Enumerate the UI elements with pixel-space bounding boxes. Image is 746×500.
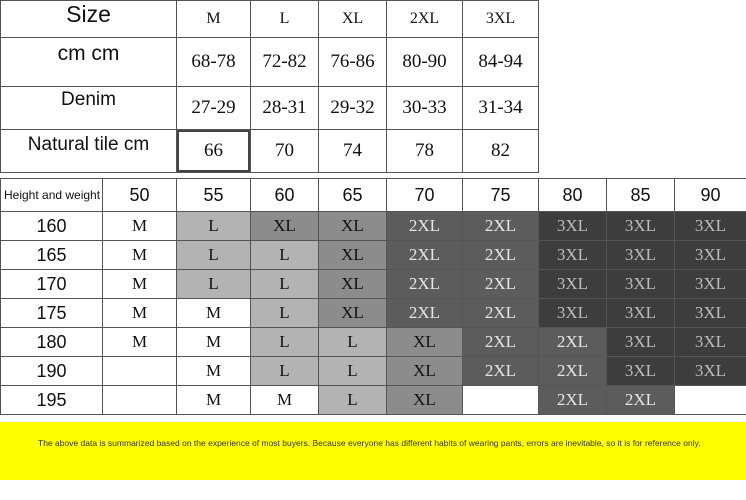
weight-header-cell: 75 [463, 179, 539, 212]
size-cell: 31-34 [463, 87, 539, 130]
size-recommendation-cell: 3XL [539, 270, 607, 299]
size-recommendation-cell: XL [319, 270, 387, 299]
size-recommendation-cell: XL [319, 299, 387, 328]
size-recommendation-cell: M [103, 241, 177, 270]
size-cell: 27-29 [177, 87, 251, 130]
size-header-cell: 3XL [463, 1, 539, 38]
size-recommendation-cell: 3XL [607, 212, 675, 241]
corner-label: Height and weight [1, 179, 103, 212]
weight-header-cell: 90 [675, 179, 746, 212]
size-cell: 78 [387, 130, 463, 173]
weight-header-row [1, 179, 746, 212]
size-recommendation-cell: L [251, 357, 319, 386]
size-recommendation-cell: 2XL [387, 212, 463, 241]
size-recommendation-cell: M [103, 270, 177, 299]
size-recommendation-cell: 2XL [539, 328, 607, 357]
size-recommendation-cell: 2XL [463, 328, 539, 357]
size-recommendation-cell [103, 357, 177, 386]
size-recommendation-cell: L [177, 270, 251, 299]
size-cell: 82 [463, 130, 539, 173]
size-recommendation-cell: 2XL [387, 299, 463, 328]
size-recommendation-cell: XL [387, 328, 463, 357]
size-recommendation-cell: L [319, 357, 387, 386]
size-recommendation-cell: 3XL [607, 299, 675, 328]
grid-row [1, 212, 746, 241]
size-cell: 74 [319, 130, 387, 173]
size-row-denim [1, 87, 539, 130]
size-recommendation-cell: M [177, 299, 251, 328]
size-cell: 84-94 [463, 38, 539, 87]
size-recommendation-cell: XL [387, 386, 463, 415]
weight-header-cell: 80 [539, 179, 607, 212]
weight-header-cell: 50 [103, 179, 177, 212]
size-cell: 30-33 [387, 87, 463, 130]
size-row-natural-tile [1, 130, 539, 173]
size-recommendation-cell: 2XL [463, 299, 539, 328]
size-recommendation-cell: XL [319, 212, 387, 241]
grid-row [1, 270, 746, 299]
size-cell: 72-82 [251, 38, 319, 87]
size-recommendation-cell: 2XL [387, 241, 463, 270]
size-row-label: Denim [1, 87, 177, 130]
height-cell: 165 [1, 241, 103, 270]
size-recommendation-cell [463, 386, 539, 415]
size-recommendation-cell: XL [387, 357, 463, 386]
grid-row [1, 328, 746, 357]
size-recommendation-cell: L [319, 328, 387, 357]
size-recommendation-cell: 3XL [675, 270, 746, 299]
size-recommendation-cell: 3XL [675, 299, 746, 328]
size-recommendation-cell: XL [319, 241, 387, 270]
size-header-cell: XL [319, 1, 387, 38]
size-recommendation-cell: 3XL [539, 241, 607, 270]
weight-header-cell: 60 [251, 179, 319, 212]
size-recommendation-cell: L [177, 241, 251, 270]
size-recommendation-cell: M [103, 328, 177, 357]
size-header-label: Size [1, 1, 177, 38]
size-header-cell: L [251, 1, 319, 38]
disclaimer-banner [0, 422, 746, 480]
size-header-row [1, 1, 539, 38]
height-weight-grid [0, 178, 746, 415]
weight-header-cell: 70 [387, 179, 463, 212]
size-header-cell: 2XL [387, 1, 463, 38]
size-cell: 68-78 [177, 38, 251, 87]
size-row-cm [1, 38, 539, 87]
size-recommendation-cell: 2XL [463, 357, 539, 386]
size-recommendation-cell: 2XL [539, 386, 607, 415]
height-cell: 195 [1, 386, 103, 415]
size-recommendation-cell: M [103, 299, 177, 328]
weight-header-cell: 55 [177, 179, 251, 212]
size-recommendation-cell: M [177, 328, 251, 357]
size-recommendation-cell: 2XL [387, 270, 463, 299]
disclaimer-text: The above data is summarized based on the experience of most buyers. Because everyone has different habits of wearing pants, errors are inevitable, so it is for reference only. [38, 438, 701, 448]
size-recommendation-cell: M [177, 357, 251, 386]
size-recommendation-cell: 3XL [607, 270, 675, 299]
size-cell: 80-90 [387, 38, 463, 87]
size-recommendation-cell: 3XL [607, 357, 675, 386]
size-recommendation-cell: L [251, 328, 319, 357]
size-recommendation-cell: 2XL [463, 241, 539, 270]
size-recommendation-cell: 3XL [539, 299, 607, 328]
height-cell: 180 [1, 328, 103, 357]
size-recommendation-cell: 3XL [675, 328, 746, 357]
size-cell: 76-86 [319, 38, 387, 87]
size-recommendation-cell: 2XL [539, 357, 607, 386]
size-header-cell: M [177, 1, 251, 38]
size-recommendation-cell: 3XL [675, 357, 746, 386]
size-recommendation-cell: XL [251, 212, 319, 241]
size-recommendation-cell: L [177, 212, 251, 241]
height-cell: 190 [1, 357, 103, 386]
size-recommendation-cell: M [103, 212, 177, 241]
height-cell: 170 [1, 270, 103, 299]
size-cell: 70 [251, 130, 319, 173]
grid-row [1, 357, 746, 386]
size-recommendation-cell [675, 386, 746, 415]
size-recommendation-cell [103, 386, 177, 415]
height-cell: 160 [1, 212, 103, 241]
size-recommendation-cell: M [251, 386, 319, 415]
size-recommendation-cell: L [251, 241, 319, 270]
size-recommendation-cell: L [251, 270, 319, 299]
grid-row [1, 299, 746, 328]
size-cell: 28-31 [251, 87, 319, 130]
size-recommendation-cell: M [177, 386, 251, 415]
height-cell: 175 [1, 299, 103, 328]
size-recommendation-cell: 3XL [539, 212, 607, 241]
weight-header-cell: 85 [607, 179, 675, 212]
grid-row [1, 241, 746, 270]
size-cell-selected: 66 [177, 130, 251, 173]
size-recommendation-cell: 2XL [463, 270, 539, 299]
size-row-label: cm cm [1, 38, 177, 87]
size-chart-table [0, 0, 539, 173]
size-recommendation-cell: L [319, 386, 387, 415]
weight-header-cell: 65 [319, 179, 387, 212]
size-recommendation-cell: 3XL [675, 241, 746, 270]
size-recommendation-cell: 2XL [463, 212, 539, 241]
grid-row [1, 386, 746, 415]
size-recommendation-cell: 3XL [607, 328, 675, 357]
size-recommendation-cell: 3XL [607, 241, 675, 270]
size-cell: 29-32 [319, 87, 387, 130]
size-recommendation-cell: 2XL [607, 386, 675, 415]
size-row-label: Natural tile cm [1, 130, 177, 173]
size-recommendation-cell: 3XL [675, 212, 746, 241]
size-recommendation-cell: L [251, 299, 319, 328]
